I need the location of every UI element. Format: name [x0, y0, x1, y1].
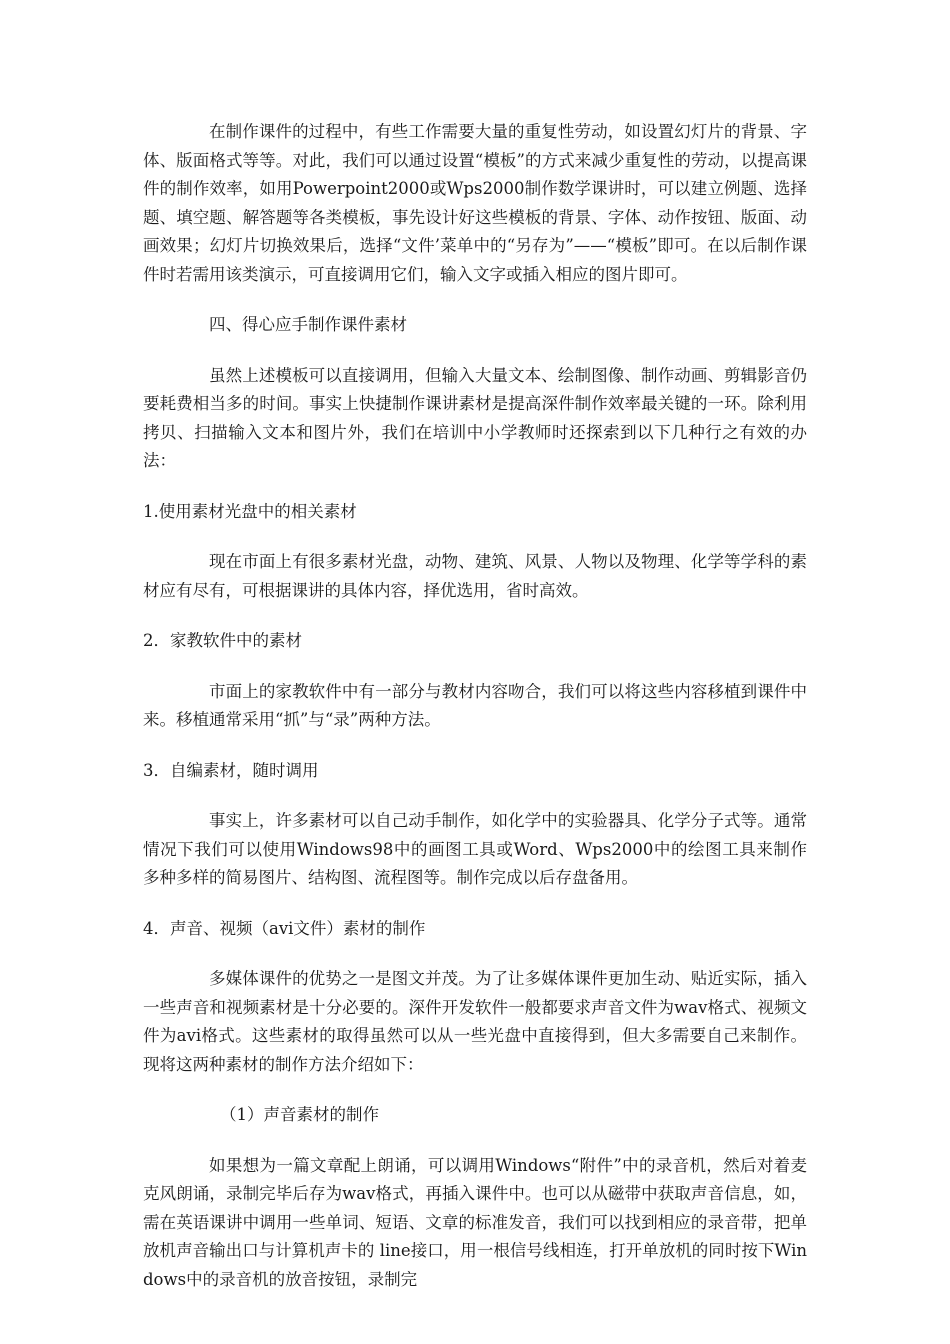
section-heading-materials: 四、得心应手制作课件素材	[209, 315, 407, 334]
paragraph-self-made: 事实上，许多素材可以自己动手制作，如化学中的实验器具、化学分子式等。通常情况下我们可以使用Windows98中的画图工具或Word、Wps2000中的绘图工具来制作多种多样的简易图片、结构图、流程图等。制作完成以后存盘备用。	[143, 811, 807, 887]
subheading-tutoring-software: 2．家教软件中的素材	[143, 631, 302, 650]
subheading-self-made: 3．自编素材，随时调用	[143, 760, 319, 780]
paragraph-audio-production: 如果想为一篇文章配上朗诵，可以调用Windows“附件”中的录音机，然后对着麦克风朗诵，录制完毕后存为wav格式，再插入课件中。也可以从磁带中获取声音信息，如，需在英语课讲中调用一些单词、短语、文章的标准发音，我们可以找到相应的录音带，把单放机声音输出口与计算机声卡的 line接口，用一根信号线相连，打开单放机的同时按下Windows中的录音机的放音按钮，录制完	[143, 1155, 807, 1289]
paragraph-templates: 在制作课件的过程中，有些工作需要大量的重复性劳动，如设置幻灯片的背景、字体、版面格式等等。对此，我们可以通过设置“模板”的方式来减少重复性的劳动，以提高课件的制作效率，如用Powerpoint2000或Wps2000制作数学课讲时，可以建立例题、选择题、填空题、解答题等各类模板，事先设计好这些模板的背景、字体、动作按钮、版面、动画效果；幻灯片切换效果后，选择“文件’菜单中的“另存为”——“模板”即可。在以后制作课件时若需用该类演示，可直接调用它们，输入文字或插入相应的图片即可。	[143, 122, 807, 284]
subheading-cd-materials: 1.使用素材光盘中的相关素材	[143, 501, 357, 521]
subheading-audio-video: 4．声音、视频（avi文件）素材的制作	[143, 918, 426, 938]
paragraph-audio-video: 多媒体课件的优势之一是图文并茂。为了让多媒体课件更加生动、贴近实际，插入一些声音和视频素材是十分必要的。深件开发软件一般都要求声音文件为wav格式、视频文件为avi格式。这些素材的取得虽然可以从一些光盘中直接得到，但大多需要自己来制作。现将这两种素材的制作方法介绍如下：	[143, 969, 807, 1074]
paragraph-tutoring-software: 市面上的家教软件中有一部分与教材内容吻合，我们可以将这些内容移植到课件中来。移植通常采用“抓”与“录”两种方法。	[143, 681, 807, 729]
paragraph-cd-materials: 现在市面上有很多素材光盘，动物、建筑、风景、人物以及物理、化学等学科的素材应有尽有，可根据课讲的具体内容，择优选用，省时高效。	[143, 552, 807, 600]
paragraph-materials-intro: 虽然上述模板可以直接调用，但输入大量文本、绘制图像、制作动画、剪辑影音仍要耗费相当多的时间。事实上快捷制作课讲素材是提高深件制作效率最关键的一环。除利用拷贝、扫描输入文本和图片外，我们在培训中小学教师时还探索到以下几种行之有效的办法：	[143, 365, 807, 470]
document-page	[143, 118, 807, 1316]
subheading-audio-production: （1）声音素材的制作	[220, 1105, 379, 1124]
